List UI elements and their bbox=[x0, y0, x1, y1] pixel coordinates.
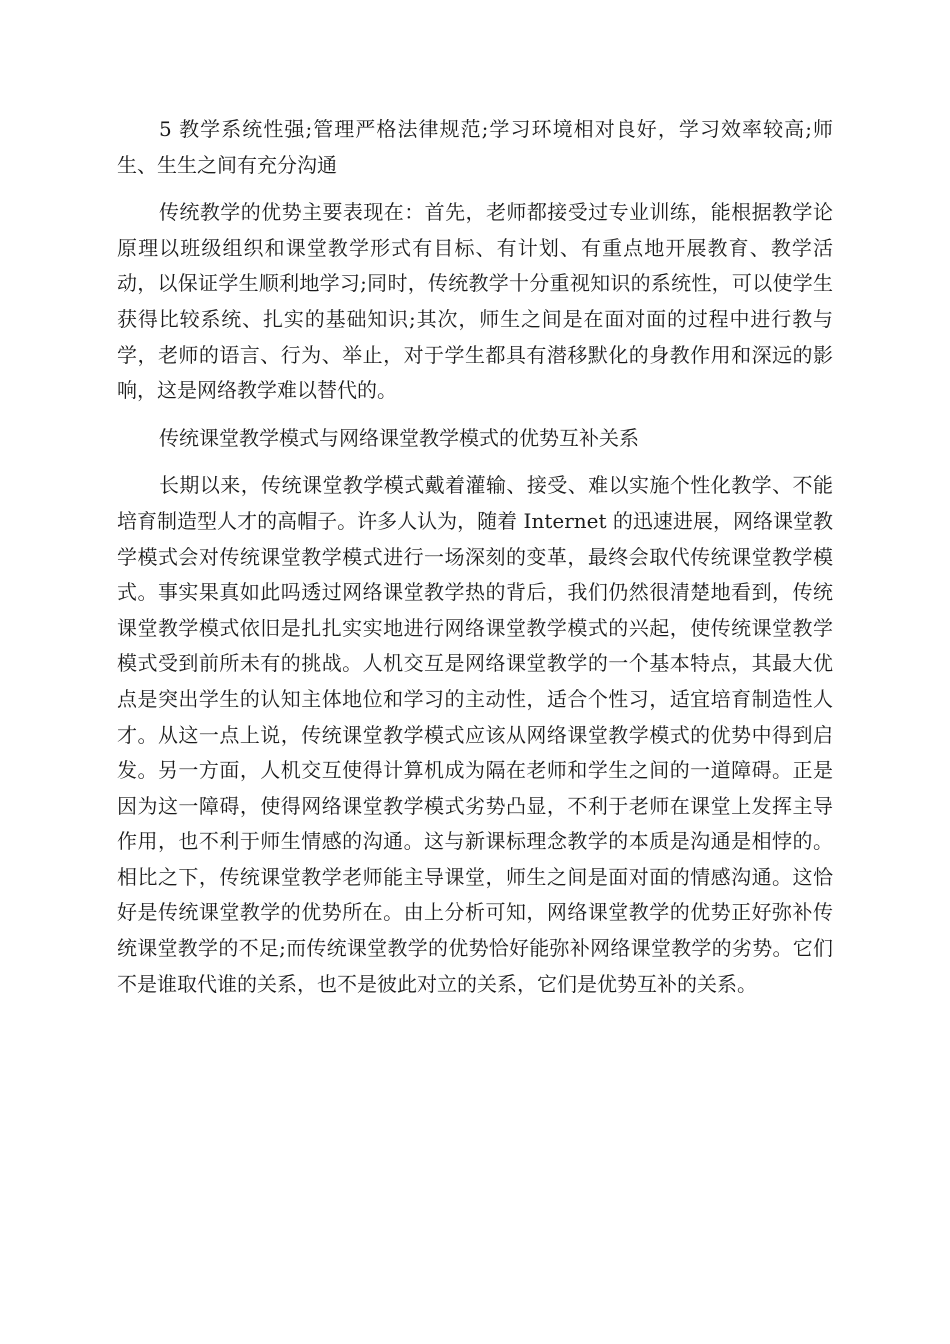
paragraph-teaching-features: 5 教学系统性强;管理严格法律规范;学习环境相对良好，学习效率较高;师生、生生之间有充分沟通 bbox=[117, 117, 833, 177]
document-body bbox=[117, 112, 833, 1002]
paragraph-traditional-advantages: 传统教学的优势主要表现在：首先，老师都接受过专业训练，能根据教学论原理以班级组织和课堂教学形式有目标、有计划、有重点地开展教育、教学活动，以保证学生顺利地学习;同时，传统教学十分重视知识的系统性，可以使学生获得比较系统、扎实的基础知识;其次，师生之间是在面对面的过程中进行教与学，老师的语言、行为、举止，对于学生都具有潜移默化的身教作用和深远的影响，这是网络教学难以替代的。 bbox=[117, 200, 833, 403]
section-heading: 传统课堂教学模式与网络课堂教学模式的优势互补关系 bbox=[159, 425, 639, 450]
paragraph-complementary-relationship: 长期以来，传统课堂教学模式戴着灌输、接受、难以实施个性化教学、不能培育制造型人才的高帽子。许多人认为，随着 Internet 的迅速进展，网络课堂教学模式会对传统课堂教学模式进行一场深刻的变革，最终会取代传统课堂教学模式。事实果真如此吗透过网络课堂教学热的背后，我们仍然很清楚地看到，传统课堂教学模式依旧是扎扎实实地进行网络课堂教学模式的兴起，使传统课堂教学模式受到前所未有的挑战。人机交互是网络课堂教学的一个基本特点，其最大优点是突出学生的认知主体地位和学习的主动性，适合个性习，适宜培育制造性人才。从这一点上说，传统课堂教学模式应该从网络课堂教学模式的优势中得到启发。另一方面，人机交互使得计算机成为隔在老师和学生之间的一道障碍。正是因为这一障碍，使得网络课堂教学模式劣势凸显，不利于老师在课堂上发挥主导作用，也不利于师生情感的沟通。这与新课标理念教学的本质是沟通是相悖的。相比之下，传统课堂教学老师能主导课堂，师生之间是面对面的情感沟通。这恰好是传统课堂教学的优势所在。由上分析可知，网络课堂教学的优势正好弥补传统课堂教学的不足;而传统课堂教学的优势恰好能弥补网络课堂教学的劣势。它们不是谁取代谁的关系，也不是彼此对立的关系，它们是优势互补的关系。 bbox=[117, 473, 833, 996]
